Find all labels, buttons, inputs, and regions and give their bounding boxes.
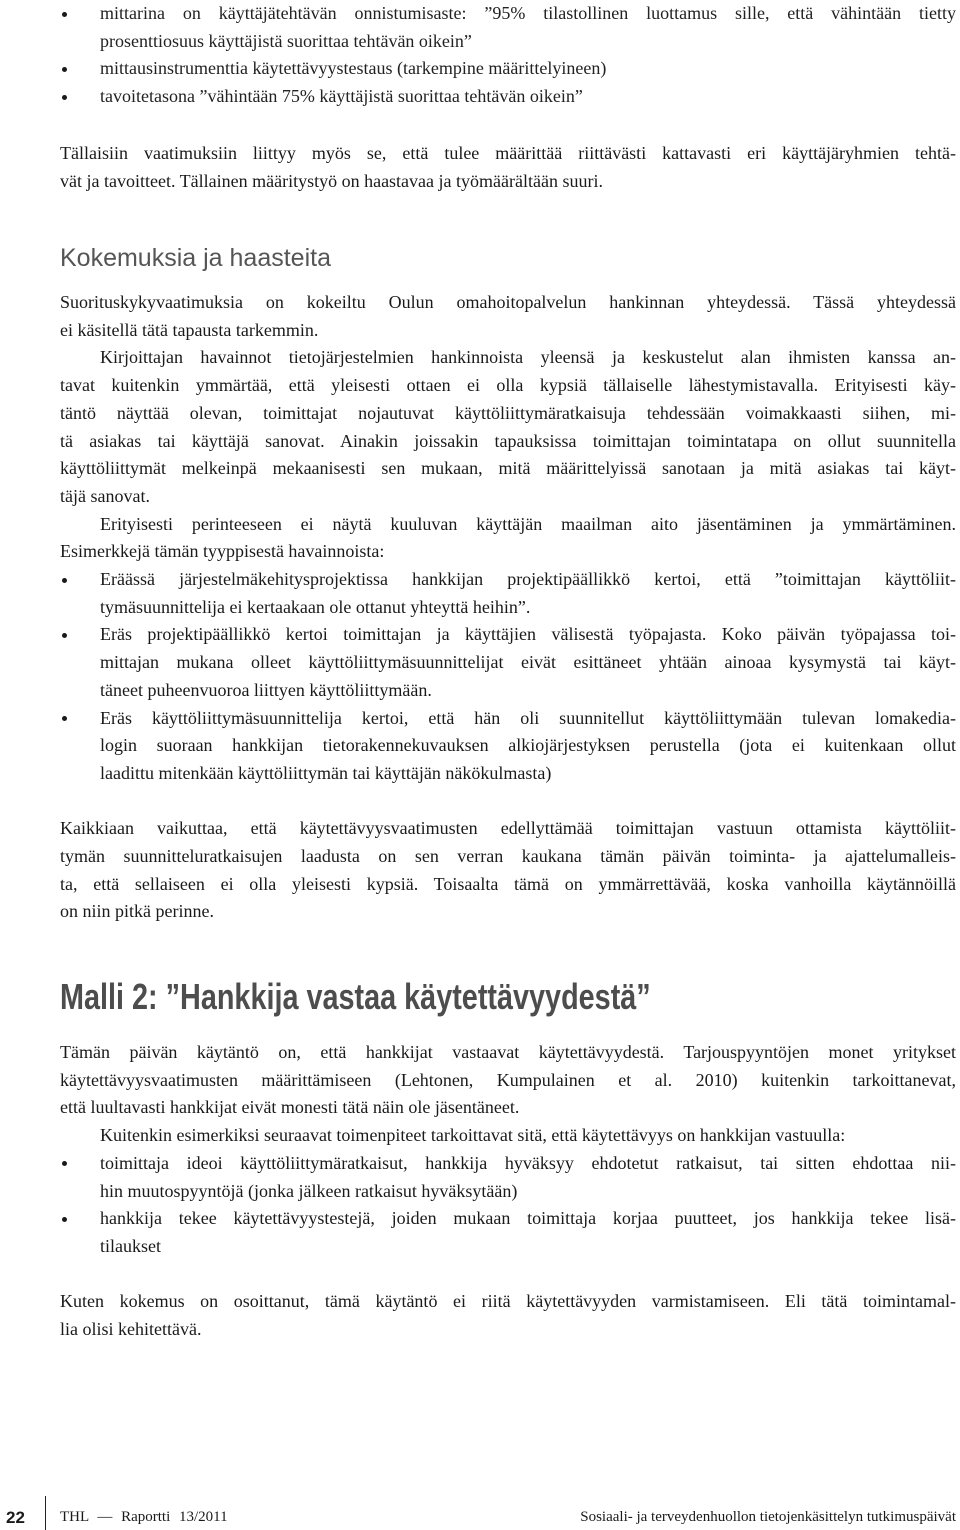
text-line: Esimerkkejä tämän tyyppisestä havainnoista: [60,541,385,562]
text-line: tilaukset [100,1235,161,1256]
text-line: käyttöliittymät melkeinpä mekaanisesti sen mukaan, mitä määrittelyissä sanotaan ja mitä asiakas tai käyt- [60,458,956,479]
list-item [60,1150,956,1205]
text-line: täntö näyttää olevan, toimittajat nojautuvat käyttöliittymäratkaisuja tehdessään voimakkaasti siihen, mi- [60,402,956,423]
text-line: tavat kuitenkin ymmärtää, että yleisesti ottaen ei olla kypsiä tällaiselle lähestymistavalla. Erityisesti käy- [60,375,956,396]
text-line: login suoraan hankkijan tietorakennekuvauksen alkiojärjestyksen perustella (jota ei kuitenkaan ollut [100,735,956,756]
text-line: Kuten kokemus on osoittanut, tämä käytäntö ei riitä käytettävyyden varmistamiseen. Eli tätä toimintamal- [60,1291,956,1312]
text-line: täneet puheenvuoroa liittyen käyttöliittymään. [100,679,432,700]
text-line: on niin pitkä perinne. [60,901,214,922]
text-line: laadittu mitenkään käyttöliittymän tai käyttäjän näkökulmasta) [100,762,552,783]
paragraph-gap [60,788,956,816]
paragraph [60,1288,956,1343]
text-line: ta, että sellaiseen ei olla yleisesti kypsiä. Toisaalta tämä on ymmärrettävää, koska vanhoilla käytännöillä [60,873,956,894]
footer-event: Sosiaali- ja terveydenhuollon tietojenkäsittelyn tutkimuspäivät [580,1509,956,1525]
text-line: tä asiakas tai käyttäjä sanovat. Ainakin joissakin tapauksissa toimittajan toimintatapa on ollut suunnitella [60,430,956,451]
paragraph [60,289,956,344]
text-line: Tällaisiin vaatimuksiin liittyy myös se, että tulee määrittää riittävästi kattavasti eri käyttäjäryhmien tehtä- [60,143,956,163]
requirements-list [60,0,956,111]
bullet-icon [62,1161,67,1166]
list-item [60,55,956,83]
text-line: Erityisesti perinteeseen ei näytä kuuluvan käyttäjän maailman aito jäsentäminen ja ymmärtäminen. [100,513,956,534]
page-number: 22 [6,1508,25,1527]
text-line: hin muutospyyntöjä (jonka jälkeen ratkaisut hyväksytään) [100,1180,518,1201]
section-body [60,289,956,926]
text-line: Kaikkiaan vaikuttaa, että käytettävyysvaatimusten edellyttämää toimittajan vastuun ottamista käyttöliit- [60,818,956,839]
chapter-heading: Malli 2: ”Hankkija vastaa käytettävyydestä” [60,976,651,1017]
paragraph [60,511,956,566]
bullet-icon [62,578,67,583]
measures-list [60,1150,956,1261]
text-line: hankkija tekee käytettävyystestejä, joiden mukaan toimittaja korjaa puutteet, jos hankkija tekee lisä- [100,1208,956,1229]
bullet-icon [62,67,67,72]
text-line: Kirjoittajan havainnot tietojärjestelmien hankinnoista yleensä ja keskustelut alan ihmisten kanssa an- [100,347,956,368]
list-item [60,83,956,111]
section-heading: Kokemuksia ja haasteita [60,244,331,272]
text-line: tavoitetasona ”vähintään 75% käyttäjistä suorittaa tehtävän oikein” [100,86,583,107]
paragraph [60,344,956,510]
bullet-icon [62,12,67,17]
text-line: lia olisi kehitettävä. [60,1319,202,1340]
list-item [60,0,956,55]
text-line: mittarina on käyttäjätehtävän onnistumisaste: ”95% tilastollinen luottamus sille, että vähintään tietty [100,3,956,23]
text-line: mittajan mukana olleet käyttöliittymäsuunnittelijat eivät esittäneet yhtään ainoaa kysymystä tai käyt- [100,652,956,673]
examples-list [60,566,956,788]
text-line: käytettävyysvaatimusten määrittämiseen (Lehtonen, Kumpulainen et al. 2010) kuitenkin tarkoittanevat, [60,1069,956,1090]
bullet-icon [62,1217,67,1222]
bullet-icon [62,633,67,638]
text-line: että luultavasti hankkijat eivät monesti tätä näin ole jäsentäneet. [60,1097,520,1118]
footer-divider [45,1496,46,1530]
text-line: prosenttiosuus käyttäjistä suorittaa tehtävän oikein” [100,30,472,51]
text-line: vät ja tavoitteet. Tällainen määritystyö on haastavaa ja työmäärältään suuri. [60,170,603,191]
text-line: Eräs projektipäällikkö kertoi toimittajan ja käyttäjien välisestä työpajasta. Koko päivän työpajassa toi- [100,624,956,645]
paragraph-gap [60,1261,956,1289]
text-line: mittausinstrumenttia käytettävyystestaus (tarkempine määrittelyineen) [100,58,607,79]
paragraph [60,1122,956,1150]
text-line: tymäsuunnittelija ei kertaakaan ole ottanut yhteyttä heihin”. [100,596,531,617]
text-line: täjä sanovat. [60,485,150,506]
text-line: Eräässä järjestelmäkehitysprojektissa hankkijan projektipäällikkö kertoi, että ”toimittajan käyttöliit- [100,569,956,590]
bullet-icon [62,95,67,100]
section-body [60,1039,956,1344]
list-item [60,705,956,788]
text-line: Kuitenkin esimerkiksi seuraavat toimenpiteet tarkoittavat sitä, että käytettävyys on hankkijan vastuulla: [100,1125,846,1146]
text-line: Suorituskykyvaatimuksia on kokeiltu Oulun omahoitopalvelun hankinnan yhteydessä. Tässä yhteydessä [60,292,956,312]
bullet-icon [62,716,67,721]
text-line: ei käsitellä tätä tapausta tarkemmin. [60,319,319,340]
paragraph [60,1039,956,1122]
footer-publication: THL — Raportti 13/2011 [60,1509,228,1525]
paragraph [60,140,956,195]
paragraph [60,815,956,926]
text-line: tymän suunnitteluratkaisujen laadusta on sen verran kaukana tämän päivän toiminta- ja ajattelumalleis- [60,846,956,867]
list-item [60,566,956,621]
text-line: Eräs käyttöliittymäsuunnittelija kertoi, että hän oli suunnitellut käyttöliittymään tulevan lomakedia- [100,707,956,728]
text-line: Tämän päivän käytäntö on, että hankkijat vastaavat käytettävyydestä. Tarjouspyyntöjen monet yritykset [60,1042,956,1062]
text-line: toimittaja ideoi käyttöliittymäratkaisut, hankkija hyväksyy ehdotetut ratkaisut, tai sitten ehdottaa nii- [100,1152,956,1173]
list-item [60,1205,956,1260]
list-item [60,621,956,704]
